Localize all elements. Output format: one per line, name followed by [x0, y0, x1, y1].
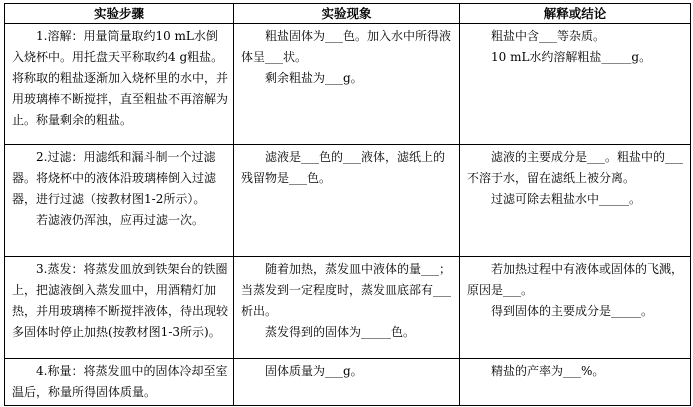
conclusion-text: 粗盐中含___等杂质。 — [491, 29, 606, 43]
phenomenon-text: 固体质量为___g。 — [265, 364, 363, 378]
phenomenon-text: 粗盐固体为___色。加入水中所得液体呈___状。 — [241, 29, 452, 64]
table-row — [5, 359, 691, 406]
header-row — [5, 4, 691, 24]
step-text: 2.过滤：用滤纸和漏斗制一个过滤器。将烧杯中的液体沿玻璃棒倒入过滤器，进行过滤（按教材图1-2所示）。 — [12, 150, 217, 206]
experiment-table — [4, 3, 691, 406]
phenomenon-text: 滤液是___色的___液体，滤纸上的残留物是___色。 — [241, 150, 446, 185]
conclusion-cell — [460, 359, 691, 406]
phenomenon-cell — [234, 145, 460, 257]
phenomenon-text: 剩余粗盐为___g。 — [265, 71, 363, 85]
step-text: 3.蒸发：将蒸发皿放到铁架台的铁圈上，把滤液倒入蒸发皿中，用酒精灯加热，并用玻璃棒不断搅拌液体，待出现较多固体时停止加热(按教材图1-3所示)。 — [12, 262, 229, 339]
conclusion-text: 滤液的主要成分是___。粗盐中的___不溶于水，留在滤纸上被分离。 — [467, 150, 684, 185]
table-row — [5, 145, 691, 257]
phenomenon-cell — [234, 257, 460, 359]
step-text: 4.称量：将蒸发皿中的固体冷却至室温后，称量所得固体质量。 — [12, 364, 228, 399]
header-steps: 实验步骤 — [5, 4, 234, 24]
phenomenon-text: 随着加热，蒸发皿中液体的量___；当蒸发到一定程度时，蒸发皿底部有___析出。 — [241, 262, 452, 318]
step-cell — [5, 145, 234, 257]
step-text: 若滤液仍浑浊，应再过滤一次。 — [36, 213, 205, 227]
conclusion-text: 过滤可除去粗盐水中_____。 — [491, 192, 642, 206]
phenomenon-cell — [234, 359, 460, 406]
conclusion-cell — [460, 145, 691, 257]
header-phenomena: 实验现象 — [234, 4, 460, 24]
conclusion-cell — [460, 257, 691, 359]
table-row — [5, 24, 691, 145]
step-cell — [5, 257, 234, 359]
step-cell — [5, 24, 234, 145]
conclusion-text: 若加热过程中有液体或固体的飞溅，原因是___。 — [467, 262, 684, 297]
step-text: 1.溶解：用量筒量取约10 mL水倒入烧杯中。用托盘天平称取约4 g粗盐。将称取的粗盐逐渐加入烧杯里的水中，并用玻璃棒不断搅拌，直至粗盐不再溶解为止。称量剩余的粗盐。 — [12, 29, 229, 127]
table-row — [5, 257, 691, 359]
header-conclusions: 解释或结论 — [460, 4, 691, 24]
step-cell — [5, 359, 234, 406]
conclusion-text: 10 mL水约溶解粗盐_____g。 — [491, 50, 652, 64]
conclusion-cell — [460, 24, 691, 145]
phenomenon-text: 蒸发得到的固体为_____色。 — [265, 325, 416, 339]
conclusion-text: 精盐的产率为___%。 — [491, 364, 605, 378]
phenomenon-cell — [234, 24, 460, 145]
conclusion-text: 得到固体的主要成分是_____。 — [491, 304, 654, 318]
